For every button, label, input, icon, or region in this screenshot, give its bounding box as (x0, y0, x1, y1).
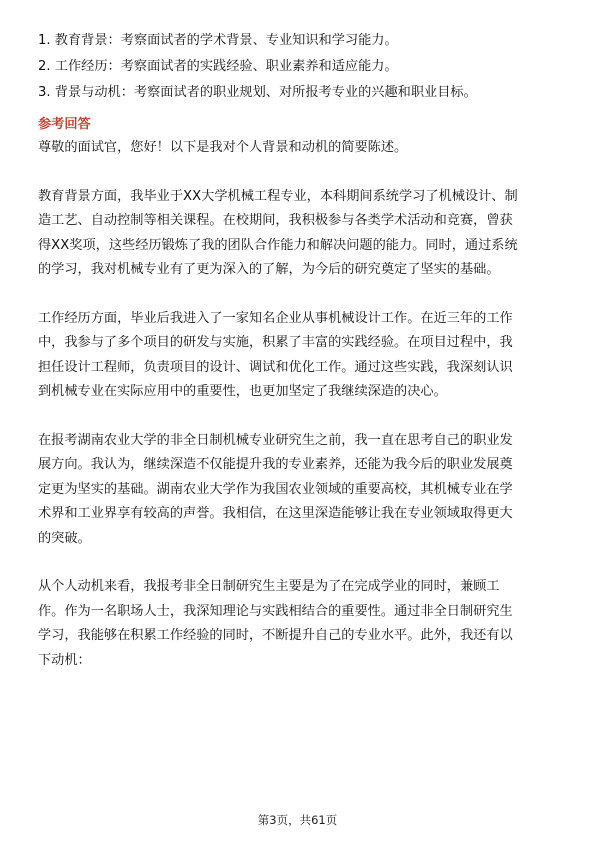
paragraph-line: 下动机： (38, 652, 91, 668)
paragraph-line: 术界和工业界享有较高的声誉。我相信，在这里深造能够让我在专业领域取得更大 (38, 506, 513, 521)
paragraph-line: 到机械专业在实际应用中的重要性，也更加坚定了我继续深造的决心。 (38, 384, 447, 399)
paragraph-line: 工作经历方面，毕业后我进入了一家知名企业从事机械设计工作。在近三年的工作 (38, 310, 513, 326)
paragraph-line: 在报考湖南农业大学的非全日制机械专业研究生之前，我一直在思考自己的职业发 (38, 432, 513, 448)
paragraph-line: 尊敬的面试官，您好！以下是我对个人背景和动机的简要陈述。 (38, 140, 408, 155)
paragraph-line: 作。作为一名职场人士，我深知理论与实践相结合的重要性。通过非全日制研究生 (38, 603, 513, 619)
paragraph-line: 造工艺、自动控制等相关课程。在校期间，我积极参与各类学术活动和竞赛，曾获 (38, 213, 513, 228)
paragraph-line: 的突破。 (38, 530, 91, 546)
paragraph-motivation (38, 575, 560, 673)
paragraph-line: 定更为坚实的基础。湖南农业大学作为我国农业领域的重要高校，其机械专业在学 (38, 481, 513, 497)
paragraph-career (38, 429, 560, 552)
paragraph-line: 担任设计工程师，负责项目的设计、调试和优化工作。通过这些实践，我深刻认识 (38, 359, 513, 375)
criteria-list (38, 32, 560, 110)
paragraph-line: 展方向。我认为，继续深造不仅能提升我的专业素养，还能为我今后的职业发展奠 (38, 457, 513, 472)
criteria-item-education: 1. 教育背景：考察面试者的学术背景、专业知识和学习能力。 (38, 33, 398, 48)
page-content (38, 32, 560, 673)
criteria-item-motivation: 3. 背景与动机：考察面试者的职业规划、对所报考专业的兴趣和职业目标。 (38, 85, 477, 100)
criteria-item-work: 2. 工作经历：考察面试者的实践经验、职业素养和适应能力。 (38, 59, 398, 74)
paragraph-line: 教育背景方面，我毕业于XX大学机械工程专业，本科期间系统学习了机械设计、制 (38, 188, 518, 204)
paragraph-work (38, 307, 560, 405)
paragraph-line: 中，我参与了多个项目的研发与实施，积累了丰富的实践经验。在项目过程中，我 (38, 335, 513, 350)
answer-title: 参考回答 (38, 117, 91, 132)
paragraph-education (38, 185, 560, 283)
paragraph-line: 从个人动机来看，我报考非全日制研究生主要是为了在完成学业的同时，兼顾工 (38, 579, 500, 594)
page-footer: 第3页，共61页 (257, 813, 338, 827)
paragraph-line: 得XX奖项，这些经历锻炼了我的团队合作能力和解决问题的能力。同时，通过系统 (38, 237, 518, 253)
paragraph-line: 的学习，我对机械专业有了更为深入的了解，为今后的研究奠定了坚实的基础。 (38, 262, 500, 277)
paragraph-line: 学习，我能够在积累工作经验的同时，不断提升自己的专业水平。此外，我还有以 (38, 628, 513, 643)
paragraph-greeting (38, 136, 560, 161)
